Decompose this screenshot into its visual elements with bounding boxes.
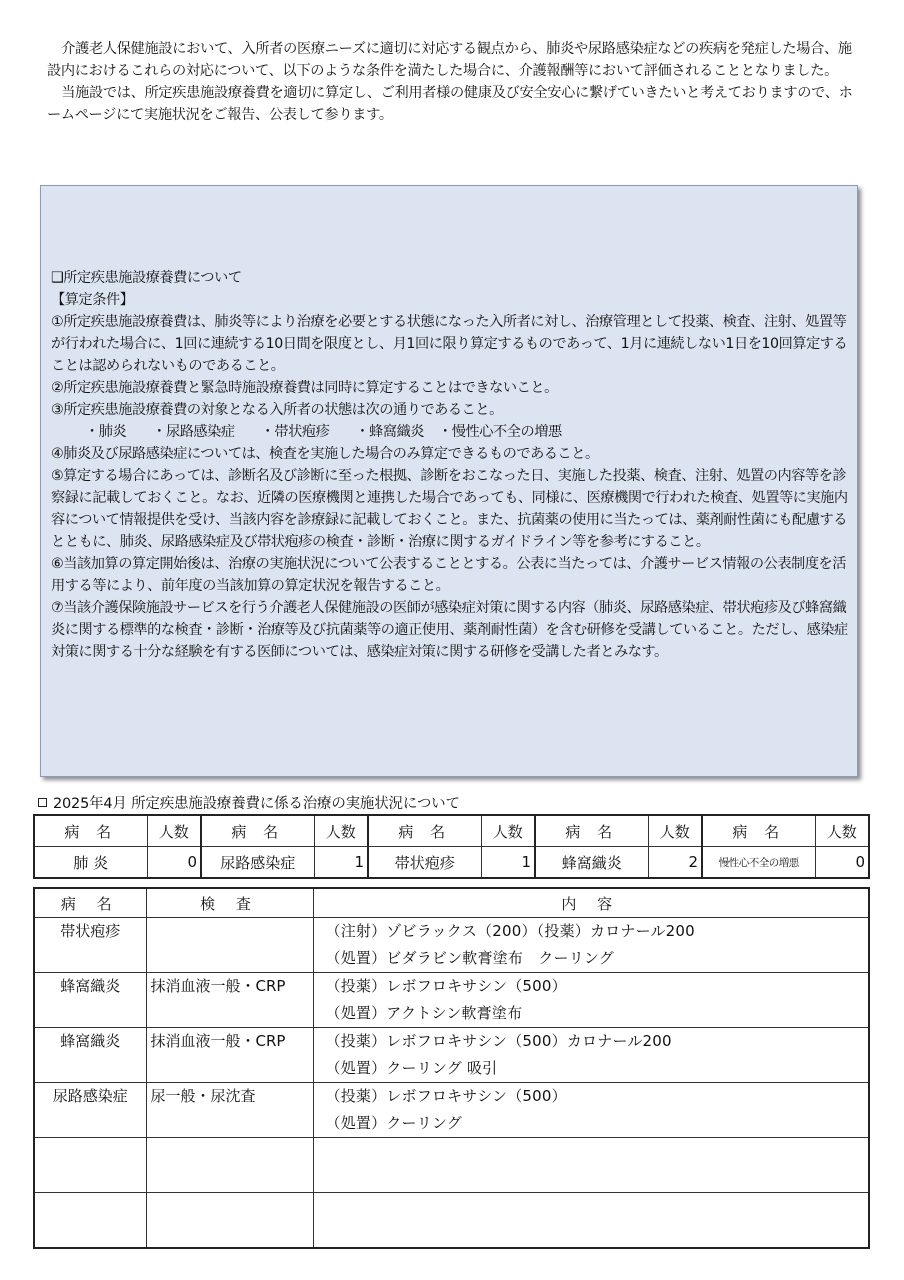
status-header-row <box>34 815 869 847</box>
treatment-disease <box>39 1138 142 1165</box>
condition-1: ①所定疾患施設療養費は、肺炎等により治療を必要とする状態になった入所者に対し、治療管理として投薬、検査、注射、処置等が行われた場合に、1回に連続する10日間を限度とし、月1回に限り算定するものであって、1月に連続しない1日を10回算定することは認められないものであること。 <box>51 314 848 374</box>
disease-item: ・蜂窩織炎 <box>355 424 425 440</box>
condition-5: ⑤算定する場合にあっては、診断名及び診断に至った根拠、診断をおこなった日、実施した投薬、検査、注射、処置の内容等を診察録に記載しておくこと。なお、近隣の医療機関と連携した場合であっても、同様に、医療機関で行われた検査、処置等に実施内容について情報提供を受け、当該内容を診療録に記載しておくこと。また、抗菌薬の使用に当たっては、薬剤耐性菌にも配慮するとともに、肺炎、尿路感染症及び帯状疱疹の検査・診断・治療に関するガイドライン等を参考にすること。 <box>51 468 848 550</box>
disease-list <box>51 421 851 443</box>
table-row <box>34 1083 869 1138</box>
treatment-test: 尿一般・尿沈査 <box>150 1087 256 1105</box>
header-count: 人数 <box>481 815 535 847</box>
disease-item: ・帯状疱疹 <box>260 424 330 440</box>
disease-name: 蜂窩織炎 <box>535 847 648 879</box>
treatment-test <box>151 918 309 945</box>
condition-2: ②所定疾患施設療養費と緊急時施設療養費は同時に算定することはできないこと。 <box>51 380 558 396</box>
calculation-conditions-box <box>40 185 858 777</box>
treatment-disease: 尿路感染症 <box>52 1087 128 1105</box>
treatment-disease: 蜂窩織炎 <box>60 1032 121 1050</box>
treatment-line-1: （投薬）レボフロキサシン（500）カロナール200 <box>325 1032 672 1050</box>
treatment-test <box>151 1138 309 1165</box>
condition-3: ③所定疾患施設療養費の対象となる入所者の状態は次の通りであること。 <box>51 402 503 418</box>
header-disease: 病 名 <box>535 815 648 847</box>
header-disease: 病 名 <box>34 815 147 847</box>
box-heading: ❑所定疾患施設療養費について <box>51 270 242 286</box>
header-count: 人数 <box>648 815 702 847</box>
disease-name: 肺 炎 <box>34 847 147 879</box>
treatment-line-2 <box>326 1220 865 1247</box>
patient-count: 0 <box>815 847 869 879</box>
table-row <box>34 1138 869 1193</box>
treatment-line-1: （投薬）レボフロキサシン（500） <box>325 1087 567 1105</box>
treatment-line-1 <box>326 1138 865 1165</box>
treatment-line-2: （処置）ビダラビン軟膏塗布 クーリング <box>325 949 615 967</box>
treatment-disease <box>39 1193 142 1220</box>
disease-name: 尿路感染症 <box>201 847 314 879</box>
header-count: 人数 <box>147 815 201 847</box>
header-disease: 病 名 <box>368 815 481 847</box>
condition-4: ④肺炎及び尿路感染症については、検査を実施した場合のみ算定できるものであること。 <box>51 446 599 462</box>
treatment-disease: 蜂窩織炎 <box>60 977 121 995</box>
status-value-row <box>34 847 869 879</box>
treatment-disease: 帯状疱疹 <box>60 922 121 940</box>
header-content: 内 容 <box>313 888 869 918</box>
header-count: 人数 <box>815 815 869 847</box>
treatment-line-2 <box>326 1165 865 1192</box>
status-title-text: 2025年4月 所定疾患施設療養費に係る治療の実施状況について <box>53 796 460 812</box>
treatment-test: 抹消血液一般・CRP <box>150 977 286 995</box>
condition-7: ⑦当該介護保険施設サービスを行う介護老人保健施設の医師が感染症対策に関する内容（肺炎、尿路感染症、帯状疱疹及び蜂窩織炎に関する標準的な検査・診断・治療等及び抗菌薬等の適正使用、薬剤耐性菌）を含む研修を受講していること。ただし、感染症対策に関する十分な経験を有する医師については、感染症対策に関する研修を受講した者とみなす。 <box>51 600 848 660</box>
disease-item: ・肺炎 <box>85 424 127 440</box>
table-row <box>34 1193 869 1249</box>
patient-count: 1 <box>481 847 535 879</box>
treatment-line-2: （処置）アクトシン軟膏塗布 <box>325 1004 523 1022</box>
disease-item: ・慢性心不全の増悪 <box>438 424 562 440</box>
treatment-line-2: （処置）クーリング 吸引 <box>325 1059 498 1077</box>
treatment-line-1 <box>326 1193 865 1220</box>
table-row <box>34 973 869 1028</box>
status-count-table <box>33 814 870 879</box>
treatment-table <box>33 887 870 1249</box>
header-count: 人数 <box>314 815 368 847</box>
header-test: 検 査 <box>146 888 313 918</box>
table-row <box>34 1028 869 1083</box>
status-section-title <box>38 792 460 813</box>
treatment-line-2: （処置）クーリング <box>325 1114 463 1132</box>
patient-count: 1 <box>314 847 368 879</box>
treatment-test: 抹消血液一般・CRP <box>150 1032 286 1050</box>
intro-paragraph-1: 介護老人保健施設において、入所者の医療ニーズに適切に対応する観点から、肺炎や尿路感染症などの疾病を発症した場合、施設内におけるこれらの対応について、以下のような条件を満たした場合に、介護報酬等において評価されることとなりました。 <box>47 41 852 79</box>
treatment-header-row <box>34 888 869 918</box>
disease-item: ・尿路感染症 <box>152 424 235 440</box>
treatment-line-1: （注射）ゾビラックス（200）（投薬）カロナール200 <box>325 922 695 940</box>
table-row <box>34 918 869 973</box>
patient-count: 0 <box>147 847 201 879</box>
treatment-test <box>151 1193 309 1220</box>
header-disease: 病 名 <box>34 888 146 918</box>
intro-text <box>47 38 857 126</box>
patient-count: 2 <box>648 847 702 879</box>
checkbox-square-icon <box>38 798 47 807</box>
header-disease: 病 名 <box>702 815 815 847</box>
intro-paragraph-2: 当施設では、所定疾患施設療養費を適切に算定し、ご利用者様の健康及び安全安心に繋げていきたいと考えておりますので、ホームページにて実施状況をご報告、公表して参ります。 <box>47 85 853 123</box>
box-subheading: 【算定条件】 <box>51 292 134 308</box>
disease-name: 慢性心不全の増悪 <box>702 847 815 879</box>
treatment-line-1: （投薬）レボフロキサシン（500） <box>325 977 567 995</box>
disease-name: 帯状疱疹 <box>368 847 481 879</box>
header-disease: 病 名 <box>201 815 314 847</box>
condition-6: ⑥当該加算の算定開始後は、治療の実施状況について公表することとする。公表に当たっては、介護サービス情報の公表制度を活用する等により、前年度の当該加算の算定状況を報告すること。 <box>51 556 847 594</box>
